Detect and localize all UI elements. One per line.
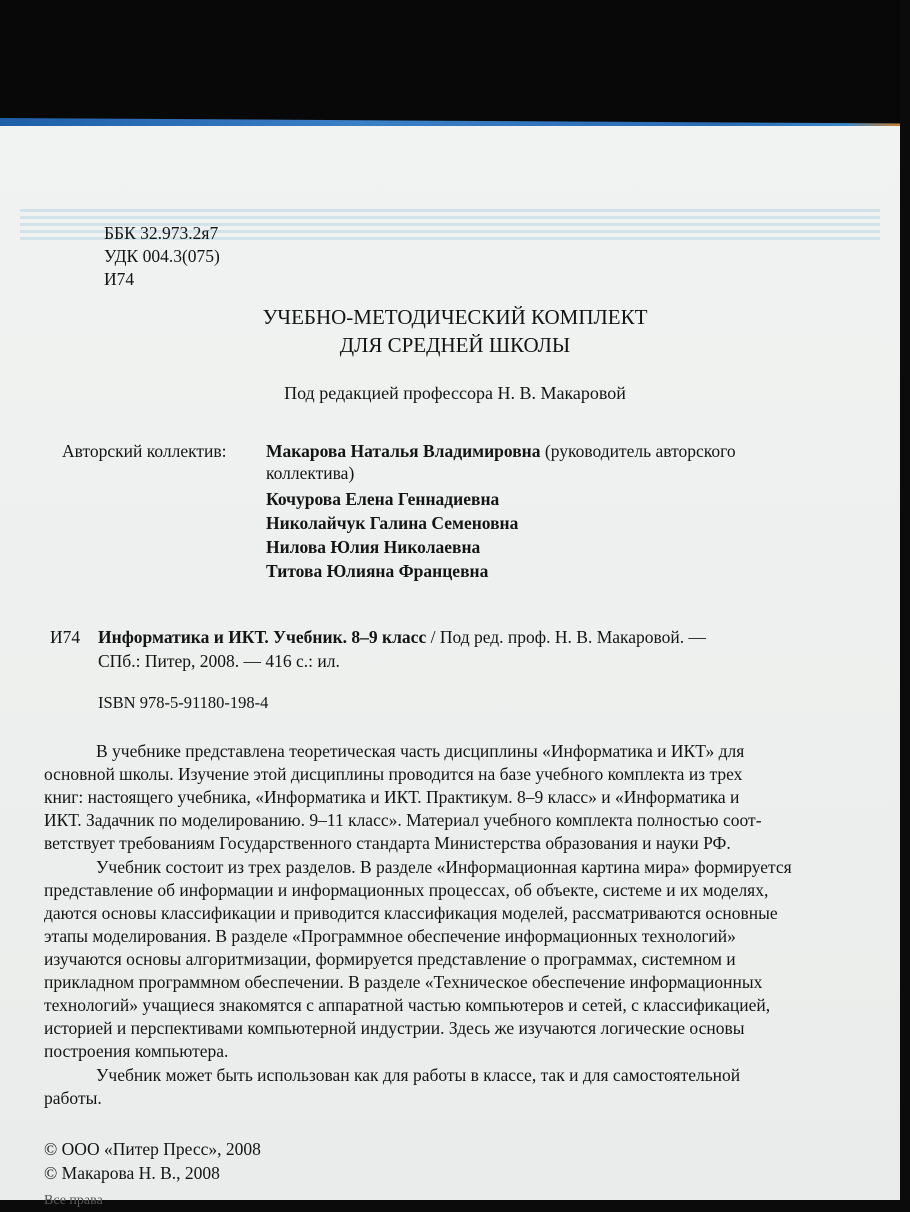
annotation-line: основной школы. Изучение этой дисциплины проводится на базе учебного комплекта из трех — [44, 764, 743, 784]
annotation-line: прикладном программном обеспечении. В разделе «Техническое обеспечение информационных — [44, 972, 763, 992]
title-page-verso — [0, 126, 900, 1208]
annotation-line: ветствует требованиям Государственного стандарта Министерства образования и науки РФ. — [44, 833, 731, 853]
annotation-line: работы. — [44, 1088, 102, 1108]
lead-author-role-cont: коллектива) — [266, 463, 355, 483]
bib-index: И74 — [50, 627, 81, 647]
author-index: И74 — [104, 269, 135, 289]
annotation-line: построения компьютера. — [44, 1041, 229, 1061]
copyright-author: © Макарова Н. В., 2008 — [44, 1163, 220, 1183]
book-title: Информатика и ИКТ. Учебник. 8–9 класс — [98, 627, 427, 647]
authors-label: Авторский коллектив: — [62, 441, 227, 461]
ghost-band — [20, 216, 880, 219]
annotation-line: Учебник может быть использован как для работы в классе, так и для самостоятельной — [96, 1065, 741, 1085]
dark-background — [0, 0, 900, 122]
editor-line: Под редакцией профессора Н. В. Макаровой — [284, 383, 626, 403]
annotation-line: даются основы классификации и приводится классификация моделей, рассматриваются основные — [44, 903, 778, 923]
annotation-line: изучаются основы алгоритмизации, формируется представление о программах, системном и — [44, 949, 736, 969]
series-line-2: ДЛЯ СРЕДНЕЙ ШКОЛЫ — [339, 333, 571, 357]
lead-author-name: Макарова Наталья Владимировна — [266, 441, 541, 461]
lead-author-role: (руководитель авторского — [544, 441, 736, 461]
lead-author-line — [266, 440, 736, 462]
annotation-line: ИКТ. Задачник по моделированию. 9–11 класс». Материал учебного комплекта полностью соот- — [44, 810, 762, 830]
author-name: Нилова Юлия Николаевна — [266, 537, 481, 557]
annotation-line: Учебник состоит из трех разделов. В разделе «Информационная картина мира» формируется — [96, 857, 792, 877]
ghost-band — [20, 209, 880, 212]
bib-record-line-2: СПб.: Питер, 2008. — 416 с.: ил. — [98, 651, 340, 671]
rights-line-cut-off: Все права — [44, 1193, 103, 1208]
author-name: Титова Юлияна Францевна — [266, 561, 489, 581]
annotation-line: представление об информации и информационных процессах, об объекте, системе и их моделях, — [44, 880, 769, 900]
annotation-line: В учебнике представлена теоретическая часть дисциплины «Информатика и ИКТ» для — [96, 741, 745, 761]
annotation-line: технологий» учащиеся знакомятся с аппаратной частью компьютеров и сетей, с классификацией, — [44, 995, 771, 1015]
bib-record-line-1 — [98, 626, 706, 648]
bbk-code: ББК 32.973.2я7 — [104, 223, 219, 243]
series-line-1: УЧЕБНО-МЕТОДИЧЕСКИЙ КОМПЛЕКТ — [262, 305, 648, 329]
isbn: ISBN 978-5-91180-198-4 — [98, 693, 269, 712]
annotation-line: историей и перспективами компьютерной индустрии. Здесь же изучаются логические основы — [44, 1018, 745, 1038]
author-name: Николайчук Галина Семеновна — [266, 513, 519, 533]
bib-editor: / Под ред. проф. Н. В. Макаровой. — — [430, 627, 707, 647]
annotation-line: этапы моделирования. В разделе «Программное обеспечение информационных технологий» — [44, 926, 736, 946]
udk-code: УДК 004.3(075) — [104, 246, 220, 266]
author-name: Кочурова Елена Геннадиевна — [266, 489, 500, 509]
copyright-publisher: © ООО «Питер Пресс», 2008 — [44, 1139, 261, 1159]
annotation-line: книг: настоящего учебника, «Информатика и ИКТ. Практикум. 8–9 класс» и «Информатика и — [44, 787, 740, 807]
